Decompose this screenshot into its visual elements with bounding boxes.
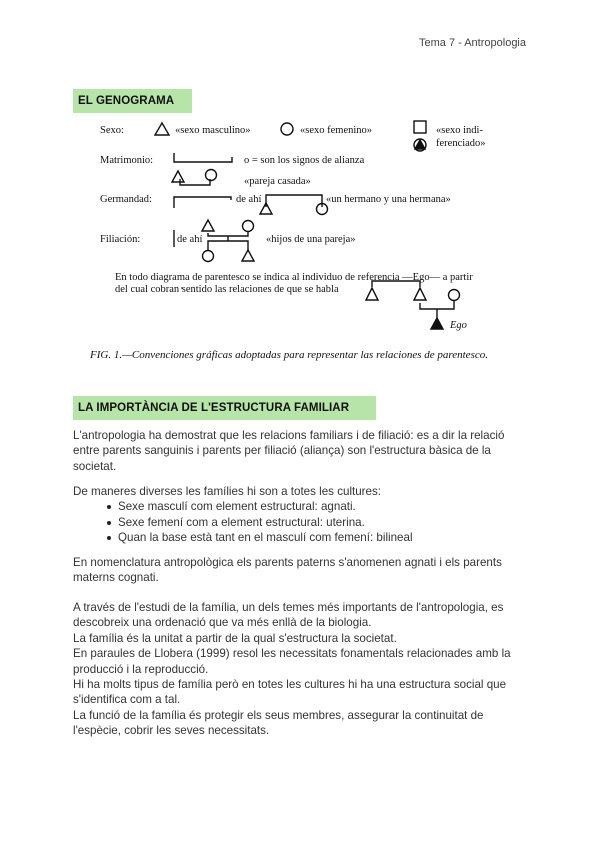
paragraph-2-intro: De maneres diverses les famílies hi son a totes les cultures:	[73, 485, 382, 498]
label-filiacion: Filiación:	[100, 234, 141, 245]
ego-mother-symbol	[449, 290, 460, 301]
list-item: Quan la base està tant en el masculí com femení: bilineal	[107, 530, 525, 545]
pareja-casada-text: «pareja casada»	[244, 176, 311, 187]
parent-male-symbol	[202, 220, 214, 231]
sexo-femenino-text: «sexo femenino»	[300, 125, 373, 136]
married-female-symbol	[206, 170, 217, 181]
child-female-symbol	[203, 251, 214, 262]
sibling-bracket	[174, 197, 231, 208]
marriage-bracket	[174, 153, 232, 162]
page-header: Tema 7 - Antropologia	[418, 37, 526, 49]
ego-marriage-line	[420, 301, 454, 309]
list-item: Sexe masculí com element estructural: agnati.	[107, 499, 525, 514]
parent-female-symbol	[243, 221, 254, 232]
list-item: Sexe femení com a element estructural: uterina.	[107, 515, 525, 530]
ego-father-symbol	[414, 288, 426, 300]
label-matrimonio: Matrimonio:	[100, 155, 154, 166]
de-ahi-text-1: de ahí	[236, 194, 262, 205]
paragraph-intro	[73, 428, 525, 474]
undifferentiated-symbol	[414, 121, 426, 133]
figure-caption: FIG. 1.—Convenciones gráficas adoptadas para representar las relaciones de parentesco.	[90, 349, 488, 361]
paragraph-4-line: Hi ha molts tipus de família però en totes les cultures hi ha una estructura social que s'identifica com a tal.	[73, 678, 507, 707]
paragraph-cultures	[73, 484, 525, 546]
sexo-masculino-text: «sexo masculino»	[175, 125, 251, 136]
referencia-text-2: del cual cobran sentido las relaciones de que se habla	[115, 284, 339, 295]
genogram-diagram	[90, 115, 540, 365]
section-heading-estructura-familiar: LA IMPORTÀNCIA DE L'ESTRUCTURA FAMILIAR	[73, 396, 376, 420]
female-symbol	[281, 123, 293, 135]
paragraph-nomenclatura	[73, 555, 525, 586]
paragraph-4-line: La família és la unitat a partir de la qual s'estructura la societat.	[73, 631, 397, 645]
ego-symbol	[431, 318, 443, 329]
label-germandad: Germandad:	[100, 194, 152, 205]
parents-marriage-line	[208, 232, 248, 236]
section-heading-genograma: EL GENOGRAMA	[73, 89, 192, 113]
sibling-line	[266, 195, 322, 207]
hijos-pareja-text: «hijos de una pareja»	[266, 234, 356, 245]
paragraph-familia	[73, 600, 525, 739]
hermano-hermana-text: «un hermano y una hermana»	[326, 194, 451, 205]
children-sibling-line	[208, 241, 248, 251]
paragraph-4-line: La funció de la família és protegir els seus membres, assegurar la continuitat de l'espècie, cobrir les seves necessitats.	[73, 708, 484, 738]
bullet-list	[73, 499, 525, 545]
ego-grandfather-symbol	[366, 288, 378, 300]
matrimonio-signos-text: o = son los signos de alianza	[244, 155, 365, 166]
paragraph-4-line: En paraules de Llobera (1999) resol les necessitats fonamentals relacionades amb la producció i la reproducció.	[73, 647, 511, 676]
paragraph-3: En nomenclatura antropològica els parents paterns s'anomenen agnati i els parents materns cognati.	[73, 556, 502, 585]
male-symbol	[155, 123, 169, 135]
genogram-figure	[90, 115, 540, 365]
referencia-text-1: En todo diagrama de parentesco se indica al individuo de referencia —Ego— a partir	[115, 272, 473, 283]
married-male-symbol	[172, 171, 184, 182]
paragraph-4-line: A través de l'estudi de la família, un dels temes més importants de l'antropologia, es descobreix una ordenació que va més enllà de la biologia.	[73, 601, 504, 630]
child-male-symbol	[242, 250, 254, 261]
ego-label: Ego	[450, 320, 467, 331]
de-ahi-text-2: de ahí	[177, 234, 203, 245]
paragraph-1: L'antropologia ha demostrat que les relacions familiars i de filiació: es a dir la relació entre parents sanguinis i parents per filiació (aliança) son l'estructura bàsica de la societat.	[73, 429, 505, 473]
label-sexo: Sexo:	[100, 125, 124, 136]
sexo-indif-text-2: ferenciado»	[436, 138, 486, 149]
sexo-indif-text-1: «sexo indi-	[436, 125, 483, 136]
